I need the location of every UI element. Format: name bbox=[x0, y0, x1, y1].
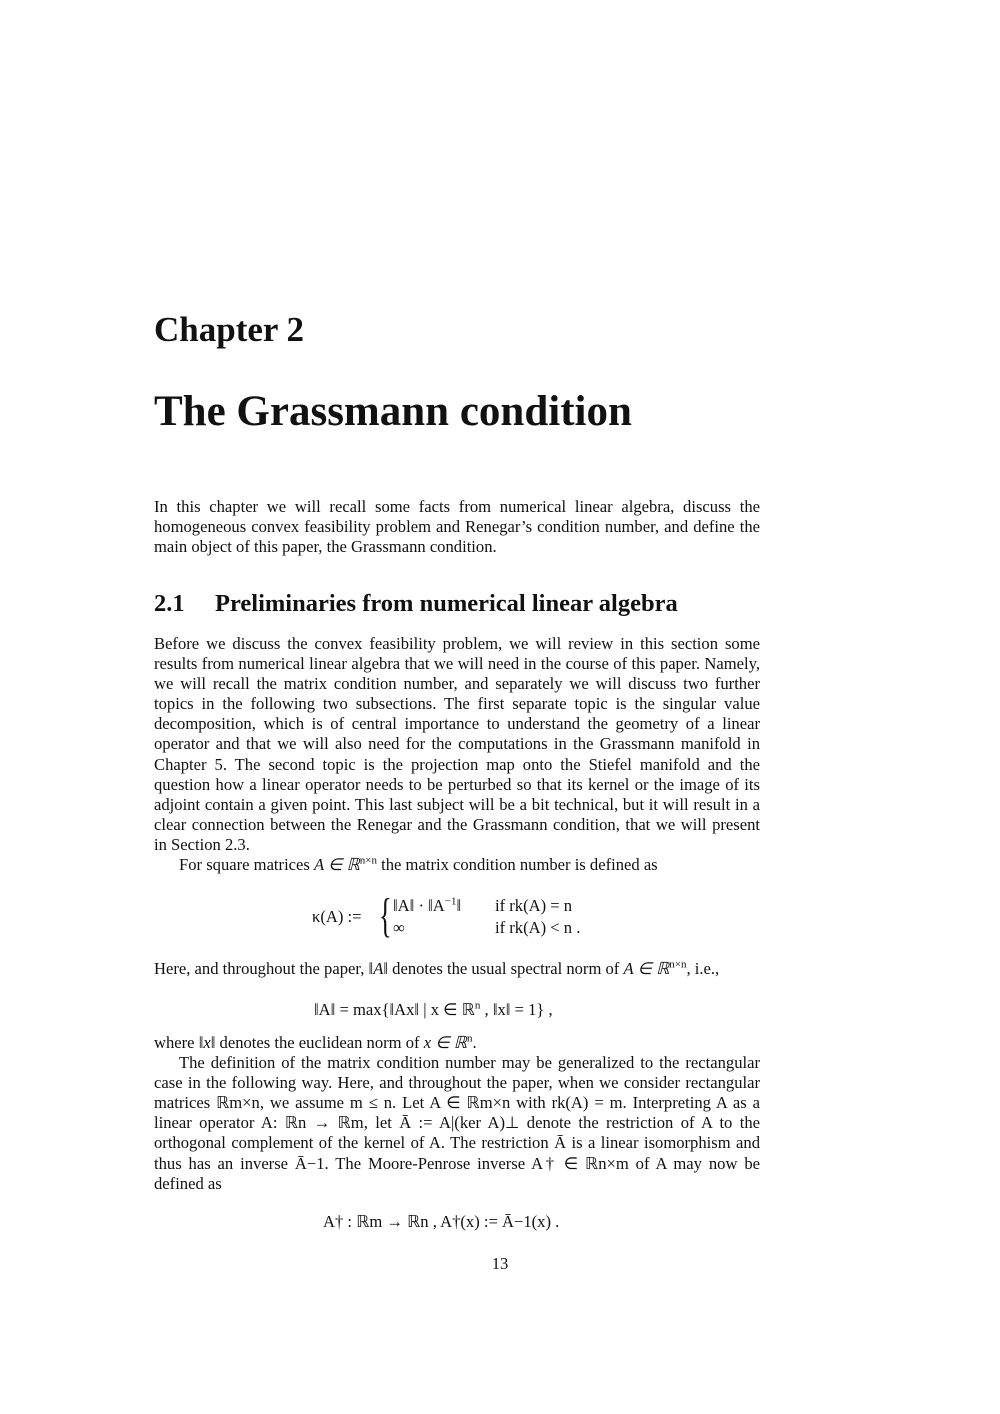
kappa-condition-2: if rk(A) < n . bbox=[495, 918, 581, 937]
norm-text-3: , i.e., bbox=[686, 959, 720, 978]
norm-text-1: Here, and throughout the paper, bbox=[154, 959, 365, 978]
chapter-label: Chapter 2 bbox=[154, 310, 305, 349]
norm-sup-2: n×n bbox=[669, 958, 687, 971]
case1-value: ‖A‖ · ‖A bbox=[393, 896, 445, 915]
euclid-math-2: x ∈ ℝ bbox=[423, 1033, 467, 1052]
kappa-case-2: ∞ bbox=[393, 918, 405, 937]
euclid-end: . bbox=[472, 1033, 477, 1052]
norm-math-1: ‖A‖ bbox=[368, 959, 388, 978]
section-paragraph-1: Before we discuss the convex feasibility problem, we will review in this section some results from numerical linear algebra that we will need in the course of this paper. Namely, we will recall the matrix condition number, and separately we will discuss two further topics in the following two subsections. The first separate topic is the singular value decomposition, which is of central importance to understand the geometry of a linear operator and that we will also need for the computations in the Grassmann manifold in Chapter 5. The second topic is the projection map onto the Stiefel manifold and the question how a linear operator needs to be perturbed so that its kernel or the image of its adjoint contain a given point. This last subject will be a bit technical, but it will result in a clear connection between the Renegar and the Grassmann condition, that we will present in Section 2.3. bbox=[154, 634, 760, 854]
norm-paragraph bbox=[154, 959, 760, 979]
norm-eq-end: , ‖x‖ = 1} , bbox=[480, 1000, 553, 1019]
section-paragraph-2 bbox=[154, 855, 760, 875]
case1-sup: −1 bbox=[444, 895, 457, 908]
kappa-condition-1: if rk(A) = n bbox=[495, 896, 573, 915]
euclidean-norm-line bbox=[154, 1033, 760, 1053]
norm-math-2: A ∈ ℝ bbox=[623, 959, 670, 978]
kappa-lhs: κ(A) := bbox=[312, 907, 362, 926]
section-body bbox=[154, 634, 760, 875]
euclid-text-2: denotes the euclidean norm of bbox=[219, 1033, 420, 1052]
para2-sup: n×n bbox=[359, 854, 377, 867]
intro-paragraph bbox=[154, 497, 760, 557]
cases-brace: { bbox=[379, 889, 392, 942]
norm-text-2: denotes the usual spectral norm of bbox=[392, 959, 620, 978]
norm-eq-sup: n bbox=[474, 999, 481, 1012]
para2-suffix: the matrix condition number is defined as bbox=[381, 855, 658, 875]
norm-text bbox=[154, 959, 760, 979]
kappa-case-1 bbox=[393, 896, 461, 916]
para2-math: A ∈ ℝ bbox=[314, 855, 360, 875]
moore-penrose-paragraph bbox=[154, 1033, 760, 1194]
norm-equation bbox=[314, 1000, 553, 1020]
section-title: Preliminaries from numerical linear algebra bbox=[215, 590, 678, 617]
euclid-text-1: where bbox=[154, 1033, 195, 1052]
norm-eq-main: ‖A‖ = max{‖Ax‖ | x ∈ ℝ bbox=[314, 1000, 475, 1019]
section-number: 2.1 bbox=[154, 590, 185, 617]
moore-penrose-equation: A† : ℝm → ℝn , A†(x) := Ā−1(x) . bbox=[323, 1212, 560, 1231]
chapter-title: The Grassmann condition bbox=[154, 388, 632, 435]
rectangular-paragraph: The definition of the matrix condition number may be generalized to the rectangular case in the following way. Here, and throughout the paper, when we consider rectangular matrices ℝm×n, we assume m ≤ n. Let A ∈ ℝm×n with rk(A) = m. Interpreting A as a linear operator A: ℝn → ℝm, let Ā := A|(ker A)⊥ denote the restriction of A to the orthogonal complement of the kernel of A. The restriction Ā is a linear isomorphism and thus has an inverse Ā−1. The Moore-Penrose inverse A† ∈ ℝn×m of A may now be defined as bbox=[154, 1053, 760, 1193]
page-number: 13 bbox=[491, 1254, 509, 1273]
intro-text: In this chapter we will recall some facts from numerical linear algebra, discuss the homogeneous convex feasibility problem and Renegar’s condition number, and define the main object of this paper, the Grassmann condition. bbox=[154, 497, 760, 557]
para2-prefix: For square matrices bbox=[179, 855, 310, 875]
euclid-math-1: ‖x‖ bbox=[198, 1033, 216, 1052]
case1-end: ‖ bbox=[456, 896, 462, 915]
section-heading bbox=[154, 588, 678, 620]
euclid-sup: n bbox=[466, 1032, 473, 1045]
